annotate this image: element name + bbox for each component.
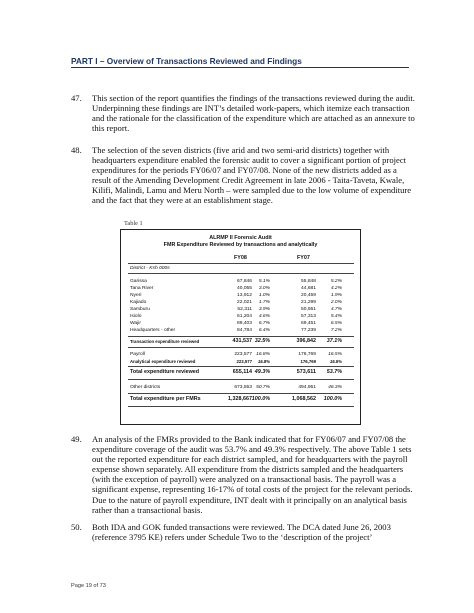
fy07-percent: 16.5% bbox=[328, 352, 342, 357]
fy07-value: 55,848 bbox=[301, 279, 316, 284]
fy08-value: 1,328,667 bbox=[228, 396, 252, 402]
table-row bbox=[121, 395, 360, 404]
row-label: Wajir bbox=[130, 321, 141, 326]
paragraph-47 bbox=[71, 93, 416, 133]
table-row bbox=[121, 285, 360, 292]
divider bbox=[128, 273, 354, 274]
fy08-value: 22,021 bbox=[237, 300, 252, 305]
divider bbox=[128, 406, 354, 407]
fy07-percent: 2.0% bbox=[330, 300, 342, 305]
fy07-percent: 7.2% bbox=[330, 328, 342, 333]
fy08-value: 655,114 bbox=[232, 369, 252, 375]
fy08-value: 223,577 bbox=[234, 352, 252, 357]
paragraph-number: 47. bbox=[71, 93, 82, 103]
paragraph-number: 49. bbox=[71, 434, 82, 444]
fy07-value: 69,451 bbox=[301, 321, 316, 326]
table-row bbox=[121, 299, 360, 306]
fy08-percent: 49.3% bbox=[254, 369, 270, 375]
fy07-value: 20,459 bbox=[301, 293, 316, 298]
fy08-value: 89,403 bbox=[237, 321, 252, 326]
fy08-value: 61,204 bbox=[237, 314, 252, 319]
fy07-percent: 100.0% bbox=[323, 396, 342, 402]
divider bbox=[128, 393, 354, 394]
fy08-percent: 1.0% bbox=[258, 293, 270, 298]
divider bbox=[128, 379, 354, 380]
row-label: Total expenditure reviewed bbox=[130, 369, 200, 375]
divider bbox=[128, 347, 354, 348]
table-title: ALRMP II Forensic Audit bbox=[209, 235, 272, 241]
table-row bbox=[121, 320, 360, 327]
fy07-value: 1,068,562 bbox=[292, 396, 316, 402]
fy08-value: 67,846 bbox=[237, 279, 252, 284]
fy07-percent: 53.7% bbox=[326, 369, 342, 375]
page-number: Page 19 of 73 bbox=[71, 583, 106, 589]
fy08-percent: 16.8% bbox=[257, 359, 270, 364]
row-label: Total expenditure per FMRs bbox=[130, 396, 201, 402]
paragraph-number: 48. bbox=[71, 145, 82, 155]
fy07-percent: 5.4% bbox=[330, 314, 342, 319]
paragraph-48 bbox=[71, 145, 416, 206]
fy08-value: 52,311 bbox=[237, 307, 252, 312]
fy08-value: 431,537 bbox=[232, 338, 252, 344]
table-subtitle: FMR Expenditure Reviewed by transactions and analytically bbox=[163, 242, 318, 248]
row-label: Analytical expenditure reviewed bbox=[130, 359, 196, 364]
fy07-percent: 16.5% bbox=[329, 359, 342, 364]
paragraph-text: The selection of the seven districts (five arid and two semi-arid districts) together with headquarters expenditure enabled the forensic audit to cover a significant portion of project expenditures for the periods FY06/07 and FY07/08. None of the new districts added as a result of the Amending Development Credit Agreement in late 2006 - Taita-Taveta, Kwale, Kilifi, Malindi, Lamu and Meru North – were sampled due to the low volume of expenditure and the fact that they were at an establishment stage. bbox=[92, 145, 412, 206]
district-header: District - Ksh 000s bbox=[130, 266, 170, 271]
fy08-percent: 3.0% bbox=[258, 286, 270, 291]
row-label: Nyeri bbox=[130, 293, 142, 298]
fy07-value: 77,239 bbox=[301, 328, 316, 333]
row-label: Other districts bbox=[130, 385, 161, 390]
table-row bbox=[121, 327, 360, 334]
fy07-value: 57,313 bbox=[301, 314, 316, 319]
row-label: Kajiado bbox=[130, 300, 147, 305]
paragraph-text: This section of the report quantifies the findings of the transactions reviewed during the audit. Underpinning these findings are INT’s detailed work-papers, which itemize each transaction and the rationale for the classification of the expenditure which are attached as an annexure to this report. bbox=[92, 93, 415, 134]
fy08-percent: 6.4% bbox=[258, 328, 270, 333]
table-row bbox=[121, 384, 360, 391]
fy08-percent: 6.7% bbox=[258, 321, 270, 326]
fy08-value: 13,912 bbox=[237, 293, 252, 298]
paragraph-49 bbox=[71, 434, 416, 515]
table-row bbox=[121, 337, 360, 346]
row-label: Isiolo bbox=[130, 314, 142, 319]
table-row bbox=[121, 351, 360, 358]
row-label: Headquarters - other bbox=[130, 328, 176, 333]
fy08-value: 223,577 bbox=[236, 359, 252, 364]
fy07-value: 396,842 bbox=[296, 338, 316, 344]
fy08-percent: 4.6% bbox=[258, 314, 270, 319]
fy08-percent: 32.5% bbox=[254, 338, 270, 344]
divider bbox=[128, 263, 354, 264]
fy07-value: 494,951 bbox=[298, 385, 316, 390]
fy07-value: 50,551 bbox=[301, 307, 316, 312]
fy07-percent: 6.5% bbox=[330, 321, 342, 326]
section-heading: PART I – Overview of Transactions Reviewed and Findings bbox=[71, 56, 302, 66]
paragraph-number: 50. bbox=[71, 522, 82, 532]
fy07-value: 44,681 bbox=[301, 286, 316, 291]
row-label: Garissa bbox=[130, 279, 147, 284]
fy07-percent: 5.2% bbox=[330, 279, 342, 284]
table-row bbox=[121, 358, 360, 365]
fy07-percent: 46.3% bbox=[328, 385, 342, 390]
fy08-percent: 3.9% bbox=[258, 307, 270, 312]
row-label: Transaction expenditure reviewed bbox=[130, 339, 200, 344]
paragraph-text: Both IDA and GOK funded transactions were reviewed. The DCA dated June 26, 2003 (reference 3795 KE) refers under Schedule Two to the ‘description of the project’ bbox=[92, 522, 391, 543]
row-label: Tana River bbox=[130, 286, 154, 291]
fy08-value: 673,553 bbox=[234, 385, 252, 390]
table-caption: Table 1 bbox=[124, 220, 143, 227]
table-row bbox=[121, 265, 360, 272]
table-row bbox=[121, 313, 360, 320]
fy07-percent: 1.9% bbox=[330, 293, 342, 298]
fy07-value: 176,769 bbox=[300, 359, 316, 364]
table-row bbox=[121, 306, 360, 313]
fy07-percent: 4.2% bbox=[330, 286, 342, 291]
fy08-percent: 16.8% bbox=[256, 352, 270, 357]
fy07-value: 176,769 bbox=[298, 352, 316, 357]
row-label: Samburu bbox=[130, 307, 150, 312]
table-row bbox=[121, 292, 360, 299]
paragraph-text: An analysis of the FMRs provided to the Bank indicated that for FY06/07 and FY07/08 the expenditure coverage of the audit was 53.7% and 49.3% respectively. The above Table 1 sets out the reported expenditure for each district sampled, and for headquarters with the payroll expense shown separately. All expenditure from the districts sampled and the headquarters (with the exception of payroll) were analyzed on a transactional basis. The payroll was a significant expense, representing 16-17% of total costs of the project for the relevant periods. Due to the nature of payroll expenditure, INT dealt with it principally on an analytical basis rather than a transactional basis. bbox=[92, 434, 413, 515]
fy07-percent: 4.7% bbox=[330, 307, 342, 312]
fy08-percent: 5.1% bbox=[258, 279, 270, 284]
fy08-percent: 1.7% bbox=[258, 300, 270, 305]
fy08-value: 40,055 bbox=[237, 286, 252, 291]
fy07-value: 573,611 bbox=[296, 369, 316, 375]
expenditure-table bbox=[120, 229, 361, 425]
divider bbox=[128, 366, 354, 367]
table-row bbox=[121, 278, 360, 285]
column-header-fy08: FY08 bbox=[234, 255, 247, 261]
column-header-fy07: FY07 bbox=[297, 255, 310, 261]
paragraph-50 bbox=[71, 522, 416, 542]
fy08-value: 84,784 bbox=[237, 328, 252, 333]
fy07-percent: 37.1% bbox=[326, 338, 342, 344]
heading-rule bbox=[71, 67, 409, 68]
fy08-percent: 50.7% bbox=[256, 385, 270, 390]
row-label: Payroll bbox=[130, 352, 145, 357]
fy07-value: 21,299 bbox=[301, 300, 316, 305]
fy08-percent: 100.0% bbox=[251, 396, 270, 402]
table-row bbox=[121, 368, 360, 377]
